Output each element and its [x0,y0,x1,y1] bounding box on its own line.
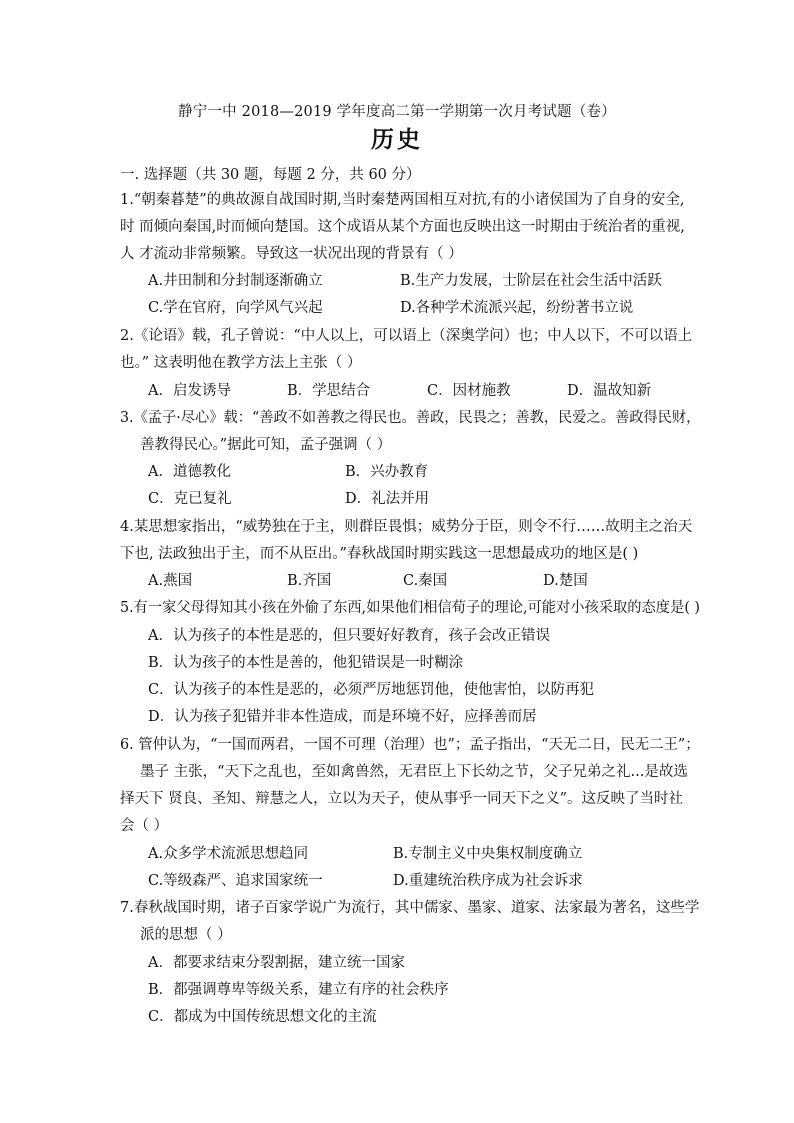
q7-option-b: B．都强调尊卑等级关系，建立有序的社会秩序 [148,982,449,998]
q7-line-2: 派的思想（ ） [140,927,232,943]
page-title: 历史 [371,126,423,153]
q1-line-3: 人 才流动非常频繁。导致这一状况出现的背景有（ ） [120,246,463,262]
q6-line-2: 墨子 主张，“天下之乱也，至如禽兽然，无君臣上下长幼之节，父子兄弟之礼...是故选 [140,764,688,780]
q2-option-b: B．学思结合 [287,383,371,399]
q6-option-a: A.众多学术流派思想趋同 [148,846,309,862]
q6-line-3: 择天下 贤良、圣知、辩慧之人，立以为天子，使从事乎一同天下之义”。这反映了当时社 [120,791,684,807]
q2-option-c: C．因材施教 [427,383,511,399]
q6-line-4: 会（ ） [120,818,169,834]
q6-option-c: C.等级森严、追求国家统一 [148,873,323,889]
q6-option-b: B.专制主义中央集权制度确立 [393,846,583,862]
q7-option-a: A．都要求结束分裂割据，建立统一国家 [148,955,405,971]
q1-option-a: A.井田制和分封制逐渐确立 [148,273,323,289]
q4-option-d: D.楚国 [543,573,588,589]
q7-option-c: C．都成为中国传统思想文化的主流 [148,1009,377,1025]
q1-option-b: B.生产力发展，士阶层在社会生活中活跃 [400,273,662,289]
q4-line-2: 下也, 法政独出于主，而不从臣出。”春秋战国时期实践这一思想最成功的地区是( ) [120,546,639,562]
q1-option-c: C.学在官府，向学风气兴起 [148,300,323,316]
q3-option-d: D．礼法并用 [345,491,430,507]
q4-option-b: B.齐国 [287,573,332,589]
q4-option-a: A.燕国 [148,573,193,589]
q5-option-c: C．认为孩子的本性是恶的，必须严厉地惩罚他，使他害怕，以防再犯 [148,682,595,698]
q5-line-1: 5.有一家父母得知其小孩在外偷了东西,如果他们相信荀子的理论,可能对小孩采取的态度是( ) [120,600,700,616]
q1-option-d: D.各种学术流派兴起，纷纷著书立说 [400,300,634,316]
q3-option-c: C．克已复礼 [148,491,232,507]
q4-option-c: C.秦国 [403,573,448,589]
q6-line-1: 6. 管仲认为，“一国而两君，一国不可理（治理）也”；孟子指出，“天无二日，民无二王”； [120,737,700,753]
q4-line-1: 4.某思想家指出，“威势独在于主，则群臣畏惧；威势分于臣，则令不行……故明主之治天 [120,519,693,535]
q2-option-d: D．温故知新 [567,383,652,399]
q5-option-b: B．认为孩子的本性是善的，他犯错误是一时糊涂 [148,655,464,671]
q3-option-b: B．兴办教育 [345,464,429,480]
q5-option-a: A．认为孩子的本性是恶的，但只要好好教育，孩子会改正错误 [148,628,550,644]
q6-option-d: D.重建统治秩序成为社会诉求 [393,873,583,889]
q2-line-2: 也。” 这表明他在教学方法上主张（ ） [120,355,362,371]
q1-line-1: 1.“朝秦暮楚”的典故源自战国时期,当时秦楚两国相互对抗,有的小诸侯国为了自身的安全, [120,192,685,208]
q2-option-a: A．启发诱导 [148,383,231,399]
section-heading: 一. 选择题（共 30 题，每题 2 分，共 60 分） [120,167,421,183]
q3-line-1: 3.《孟子·尽心》载：“善政不如善教之得民也。善政，民畏之；善教，民爱之。善政得民财， [120,410,701,426]
exam-subtitle: 静宁一中 2018—2019 学年度高二第一学期第一次月考试题（卷） [178,104,616,120]
q5-option-d: D．认为孩子犯错并非本性造成，而是环境不好，应择善而居 [148,709,537,725]
q3-line-2: 善教得民心。”据此可知，孟子强调（ ） [140,437,392,453]
q7-line-1: 7.春秋战国时期，诸子百家学说广为流行，其中儒家、墨家、道家、法家最为著名，这些学 [120,900,700,916]
q3-option-a: A．道德教化 [148,464,231,480]
q2-line-1: 2.《论语》载，孔子曾说：“中人以上，可以语上（深奥学问）也；中人以下，不可以语上 [120,328,693,344]
q1-line-2: 时 而倾向秦国,时而倾向楚国。这个成语从某个方面也反映出这一时期由于统治者的重视, [120,219,685,235]
